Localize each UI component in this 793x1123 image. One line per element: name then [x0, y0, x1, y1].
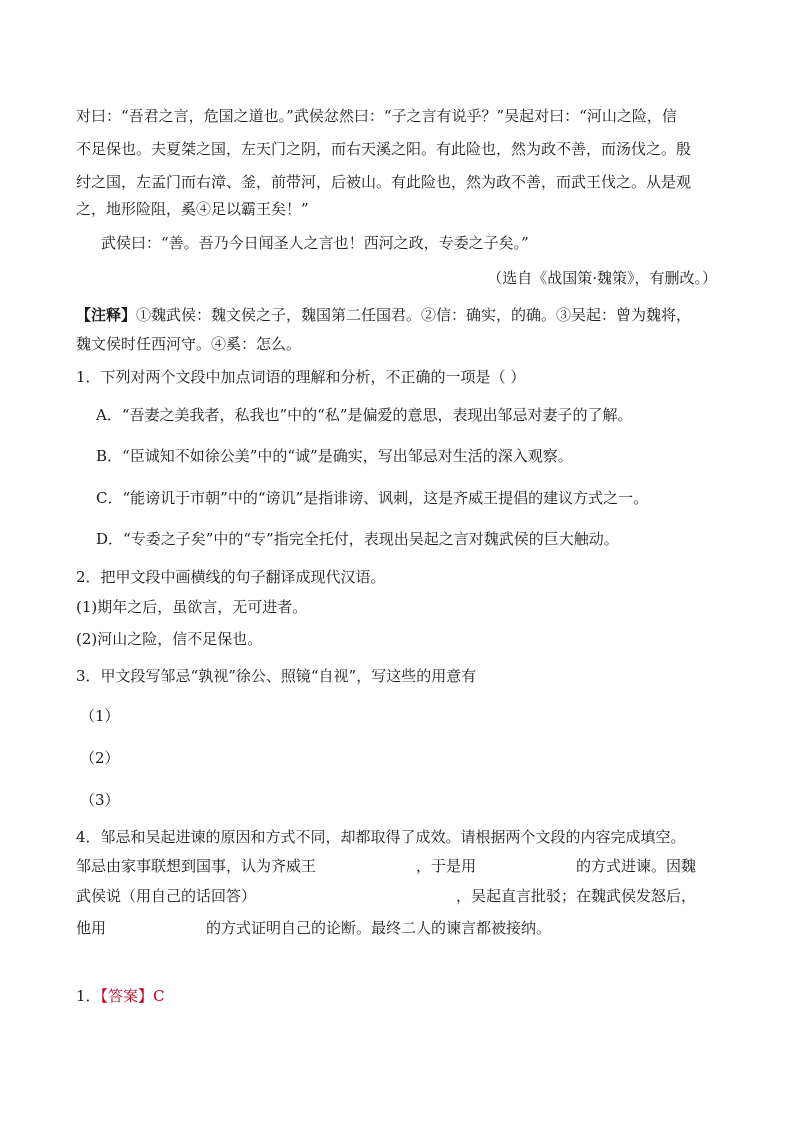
notes-line-1: [76, 305, 726, 325]
passage-line-2: 不足保也。夫夏桀之国，左天门之阴，而右天溪之阳。有此险也，然为政不善，而汤伐之。殷: [76, 140, 692, 158]
question-4-text-4b: 的方式证明自己的论断。最终二人的谏言都被接纳。: [206, 919, 552, 937]
question-1-option-d: D．“专委之子矣”中的“专”指完全托付，表现出吴起之言对魏武侯的巨大触动。: [96, 530, 619, 548]
question-4-text-2c: 的方式进谏。因魏: [576, 857, 697, 875]
question-4-line-4: [76, 918, 726, 938]
notes-text-1: ①魏武侯：魏文侯之子，魏国第二任国君。②信：确实，的确。③吴起：曾为魏将，: [136, 306, 692, 324]
question-4-line-3: [76, 886, 726, 906]
answer-value: C: [153, 987, 165, 1005]
passage-line-4: 之，地形险阻，奚④足以霸王矣！”: [76, 200, 309, 218]
question-1-option-b: B．“臣诚知不如徐公美”中的“诚”是确实，写出邹忌对生活的深入观察。: [96, 447, 573, 465]
passage-line-3: 纣之国，左孟门而右漳、釜，前带河，后被山。有此险也，然为政不善，而武王伐之。从是观: [76, 173, 692, 191]
notes-label: 【注释】: [76, 306, 137, 324]
question-1-option-c: C．“能谤讥于市朝”中的“谤讥”是指诽谤、讽刺，这是齐威王提倡的建议方式之一。: [96, 489, 649, 507]
question-1-stem: 1．下列对两个文段中加点词语的理解和分析，不正确的一项是（ ）: [76, 368, 526, 386]
notes-line-2: 魏文侯时任西河守。④奚：怎么。: [76, 335, 302, 353]
answer-line: [76, 986, 726, 1006]
answer-number: 1．: [76, 987, 101, 1005]
question-4-line-2: [76, 856, 726, 876]
question-4-text-4a: 他用: [76, 919, 107, 937]
question-2-stem: 2．把甲文段中画横线的句子翻译成现代汉语。: [76, 568, 386, 586]
question-3-item-1: （1）: [80, 707, 120, 725]
question-4-line-1: 4．邹忌和吴起进谏的原因和方式不同，却都取得了成效。请根据两个文段的内容完成填空。: [76, 828, 686, 846]
question-4-text-3a: 武侯说（用自己的话回答）: [76, 887, 257, 905]
question-4-text-2a: 邹忌由家事联想到国事，认为齐威王: [76, 857, 317, 875]
question-2-item-2: (2)河山之险，信不足保也。: [76, 630, 263, 648]
question-2-item-1: (1)期年之后，虽欲言，无可进者。: [76, 598, 308, 616]
question-3-stem: 3．甲文段写邹忌“孰视”徐公、照镜“自视”，写这些的用意有: [76, 667, 477, 685]
passage-line-1: 对曰：“吾君之言，危国之道也。”武侯忿然曰：“子之言有说乎？”吴起对曰：“河山之险，信: [76, 107, 677, 125]
question-4-text-2b: ，于是用: [416, 857, 477, 875]
question-1-option-a: A．“吾妻之美我者，私我也”中的“私”是偏爱的意思，表现出邹忌对妻子的了解。: [96, 406, 633, 424]
passage-source: （选自《战国策·魏策》，有删改。）: [487, 269, 717, 287]
answer-label: 【答案】: [100, 987, 154, 1005]
question-3-item-3: （3）: [80, 791, 120, 809]
passage-last-paragraph: 武侯曰：“善。吾乃今日闻圣人之言也！西河之政，专委之子矣。”: [101, 234, 529, 252]
question-4-text-3b: ，吴起直言批驳；在魏武侯发怒后，: [456, 887, 697, 905]
question-3-item-2: （2）: [80, 749, 120, 767]
